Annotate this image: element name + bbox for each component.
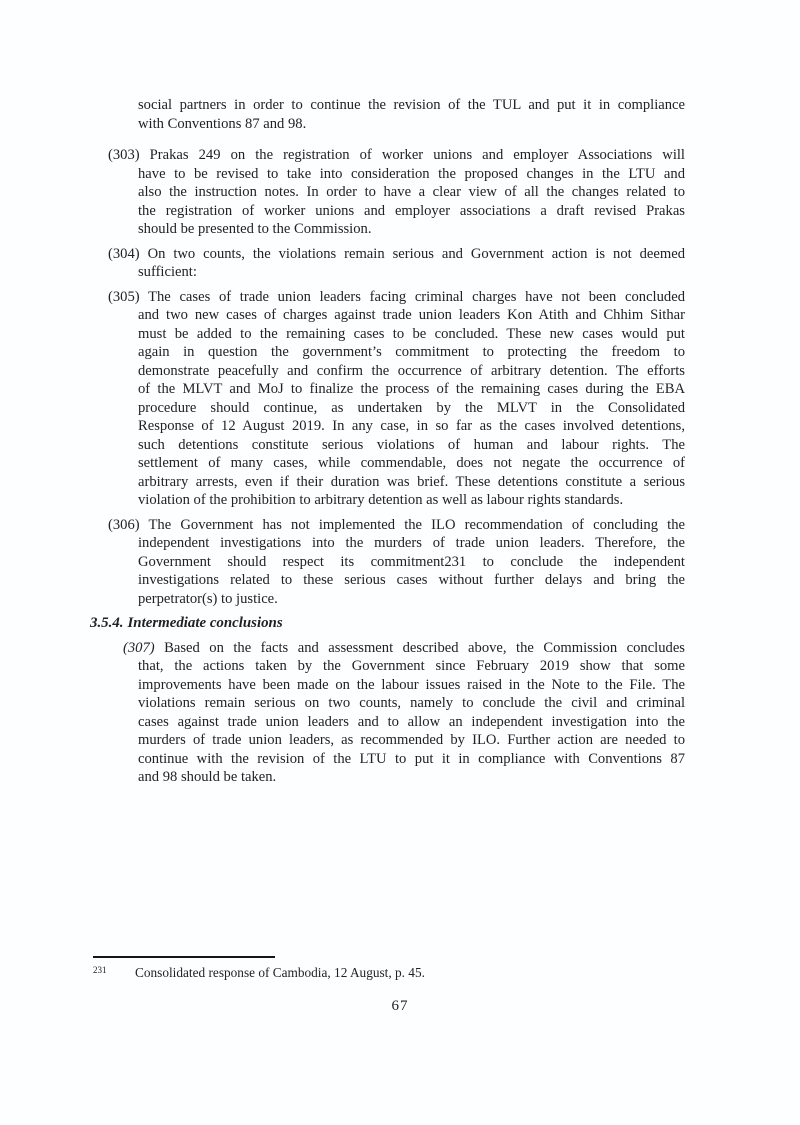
page-number: 67 <box>391 998 409 1014</box>
paragraph-304 <box>90 245 685 282</box>
text-line: arbitrary arrests, even if their duration was brief. These detentions constitute a serious <box>138 473 685 490</box>
text-line: (303) Prakas 249 on the registration of worker unions and employer Associations will <box>108 147 685 163</box>
paragraph-306 <box>90 516 685 609</box>
paragraph-number: (305) <box>108 288 140 305</box>
text-line: sufficient: <box>138 264 197 280</box>
section-heading-number: 3.5.4. <box>90 615 124 631</box>
text-line: murders of trade union leaders, as recommended by ILO. Further action are needed to <box>138 732 685 748</box>
paragraph-number: (304) <box>108 245 140 262</box>
text-line: (306) The Government has not implemented the ILO recommendation of concluding the <box>108 516 685 533</box>
text-line: and two new cases of charges against trade union leaders Kon Atith and Chhim Sithar <box>138 307 685 323</box>
text-line: with Conventions 87 and 98. <box>138 115 307 132</box>
text-line: (307) Based on the facts and assessment described above, the Commission concludes <box>123 639 685 656</box>
text-line: and 98 should be taken. <box>138 769 277 785</box>
text-line: demonstrate peacefully and confirm the occurrence of arbitrary detention. The efforts <box>138 362 685 379</box>
text-line: also the instruction notes. In order to have a clear view of all the changes related to <box>138 184 685 200</box>
paragraph-number: (307) <box>123 639 155 656</box>
text-line: Response of 12 August 2019. In any case, in so far as the cases involved detentions, <box>138 418 685 434</box>
text-line: perpetrator(s) to justice. <box>138 590 278 607</box>
text-line: that, the actions taken by the Government since February 2019 show that some <box>138 658 685 674</box>
paragraph-number: (303) <box>108 147 140 163</box>
text-line: violation of the prohibition to arbitrary detention as well as labour rights standards. <box>138 492 624 508</box>
text-line: improvements have been made on the labour issues raised in the Note to the File. The <box>138 676 685 693</box>
document-body <box>90 96 685 787</box>
text-line: independent investigations into the murders of trade union leaders. Therefore, the <box>138 535 685 551</box>
text-line: the registration of worker unions and employer associations a draft revised Prakas <box>138 202 685 219</box>
text-line: again in question the government’s commitment to protecting the freedom to <box>138 344 685 360</box>
text-line: of the MLVT and MoJ to finalize the process of the remaining cases during the EBA <box>138 381 685 397</box>
text-line: have to be revised to take into consideration the proposed changes in the LTU and <box>138 165 685 182</box>
footnote <box>93 962 653 981</box>
text-line: settlement of many cases, while commendable, does not negate the occurrence of <box>138 455 685 471</box>
paragraph-number: (306) <box>108 516 140 533</box>
text-line: such detentions constitute serious violations of human and labour rights. The <box>138 436 685 453</box>
footnote-marker: 231 <box>93 965 107 975</box>
text-line: investigations related to these serious cases without further delays and bring the <box>138 572 685 588</box>
text-line: cases against trade union leaders and to allow an independent investigation into the <box>138 713 685 730</box>
paragraph-305 <box>90 288 685 510</box>
text-line: procedure should continue, as undertaken by the MLVT in the Consolidated <box>138 399 685 416</box>
text-line: social partners in order to continue the revision of the TUL and put it in compliance <box>138 97 685 113</box>
section-heading <box>90 614 685 633</box>
text-line: (304) On two counts, the violations remain serious and Government action is not deemed <box>108 245 685 262</box>
text-line: must be added to the remaining cases to be concluded. These new cases would put <box>138 325 685 342</box>
text-line: violations remain serious on two counts, namely to conclude the civil and criminal <box>138 695 685 711</box>
footnote-separator-rule <box>93 956 275 958</box>
section-heading-title: Intermediate conclusions <box>127 615 283 631</box>
paragraph-307 <box>90 639 685 787</box>
footnote-text: Consolidated response of Cambodia, 12 August, p. 45. <box>135 965 425 980</box>
text-line: should be presented to the Commission. <box>138 221 372 237</box>
paragraph-intro <box>90 96 685 133</box>
text-line: continue with the revision of the LTU to put it in compliance with Conventions 87 <box>138 750 685 767</box>
paragraph-303 <box>90 146 685 239</box>
text-line: Government should respect its commitment231 to conclude the independent <box>138 553 685 570</box>
text-line: (305) The cases of trade union leaders facing criminal charges have not been concluded <box>108 288 685 305</box>
